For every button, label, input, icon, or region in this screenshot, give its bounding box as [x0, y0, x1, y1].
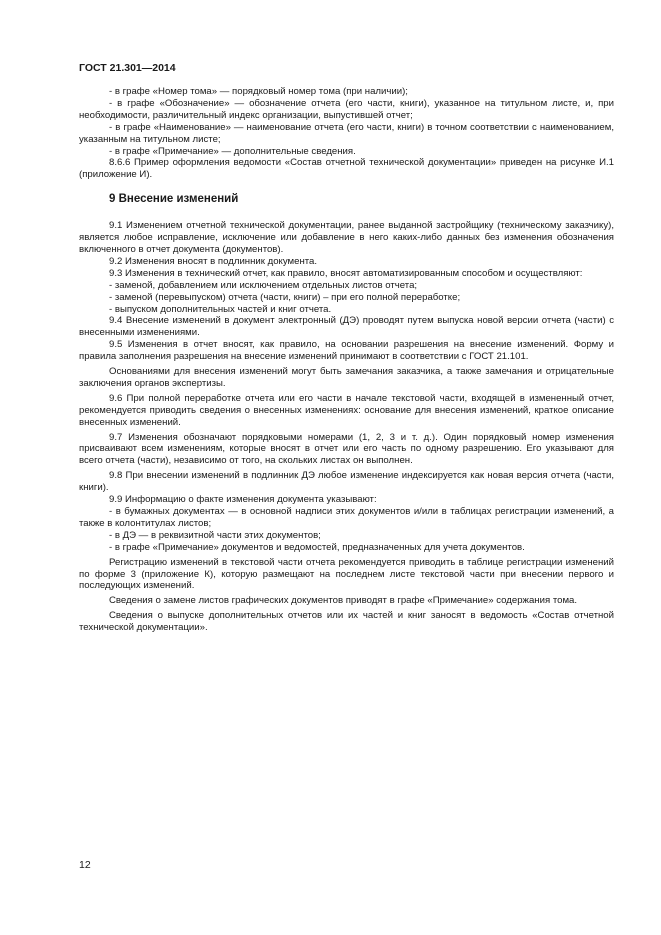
- list-item-9-3-b: - заменой (перевыпуском) отчета (части, книги) – при его полной переработке;: [109, 291, 461, 303]
- paragraph-pre-1: - в графе «Номер тома» — порядковый номер тома (при наличии);: [109, 86, 408, 97]
- paragraph-9-5-grounds: Основаниями для внесения изменений могут быть замечания заказчика, а также замечания и отрицательные заключения органов экспертизы.: [79, 366, 614, 389]
- section-title: 9 Внесение изменений: [109, 193, 239, 206]
- paragraph-9-7: 9.7 Изменения обозначают порядковыми номерами (1, 2, 3 и т. д.). Один порядковый номер изменения присваивают всем изменениям, которые вносят в отчет или его часть по одному разрешению. Его указывают для всего отчета (части), независимо от того, на скольких листах он выполнен.: [79, 431, 614, 467]
- paragraph-pre-4: - в графе «Примечание» — дополнительные сведения.: [109, 145, 356, 157]
- paragraph-additional-reports: Сведения о выпуске дополнительных отчетов или их частей и книг заносят в ведомость «Состав отчетной технической документации».: [79, 610, 614, 634]
- paragraph-9-4: 9.4 Внесение изменений в документ электронный (ДЭ) проводят путем выпуска новой версии отчета (части) с внесенными изменениями.: [79, 315, 614, 339]
- list-item-9-3-a: - заменой, добавлением или исключением отдельных листов отчета;: [109, 279, 418, 291]
- paragraph-9-1: 9.1 Изменением отчетной технической документации, ранее выданной застройщику (техническому заказчику), является любое исправление, исключение или добавление в него каких-либо данных без изменения обозначения включенного в отчет документа (документов).: [79, 220, 614, 255]
- page-content: [79, 86, 614, 634]
- paragraph-9-3: 9.3 Изменения в технический отчет, как правило, вносят автоматизированным способом и осуществляют:: [109, 267, 583, 279]
- paragraph-9-8: 9.8 При внесении изменений в подлинник ДЭ любое изменение индексируется как новая версия отчета (части, книги).: [79, 470, 614, 494]
- paragraph-9-9: 9.9 Информацию о факте изменения документа указывают:: [109, 494, 377, 506]
- paragraph-9-2: 9.2 Изменения вносят в подлинник документа.: [109, 255, 318, 267]
- paragraph-9-5: 9.5 Изменения в отчет вносят, как правило, на основании разрешения на внесение изменений. Форму и правила заполнения разрешения на внесение изменений принимают в соответствии с ГОСТ 21.101.: [79, 339, 614, 363]
- paragraph-pre-2: - в графе «Обозначение» — обозначение отчета (его части, книги), указанное на титульном листе, и, при необходимости, различительный индекс организации, выпустившей отчет;: [79, 97, 614, 121]
- paragraph-sheet-replacement: Сведения о замене листов графических документов приводят в графе «Примечание» содержания тома.: [109, 595, 578, 607]
- list-item-9-9-c: - в графе «Примечание» документов и ведомостей, предназначенных для учета документов.: [109, 541, 525, 553]
- paragraph-8-6-6: 8.6.6 Пример оформления ведомости «Состав отчетной технической документации» приведен на рисунке И.1 (приложение И).: [79, 157, 614, 181]
- paragraph-registration: Регистрацию изменений в текстовой части отчета рекомендуется приводить в таблице регистрации изменений по форме 3 (приложение К), которую размещают на последнем листе текстовой части при внесении первого и последующих изменений.: [79, 556, 614, 592]
- list-item-9-3-c: - выпуском дополнительных частей и книг отчета.: [109, 303, 332, 315]
- page-number: 12: [79, 859, 91, 871]
- list-item-9-9-b: - в ДЭ — в реквизитной части этих документов;: [109, 529, 321, 541]
- paragraph-9-6: 9.6 При полной переработке отчета или его части в начале текстовой части, входящей в измененный отчет, рекомендуется приводить сведения о внесенных изменениях: основание для внесения изменений, краткое описание внесенных изменений.: [79, 392, 614, 428]
- document-header: ГОСТ 21.301—2014: [79, 62, 176, 74]
- list-item-9-9-a: - в бумажных документах — в основной надписи этих документов и/или в таблицах регистрации изменений, а также в колонтитулах листов;: [79, 506, 614, 529]
- paragraph-pre-3: - в графе «Наименование» — наименование отчета (его части, книги) в точном соответствии с наименованием, указанным на титульном листе;: [79, 121, 614, 145]
